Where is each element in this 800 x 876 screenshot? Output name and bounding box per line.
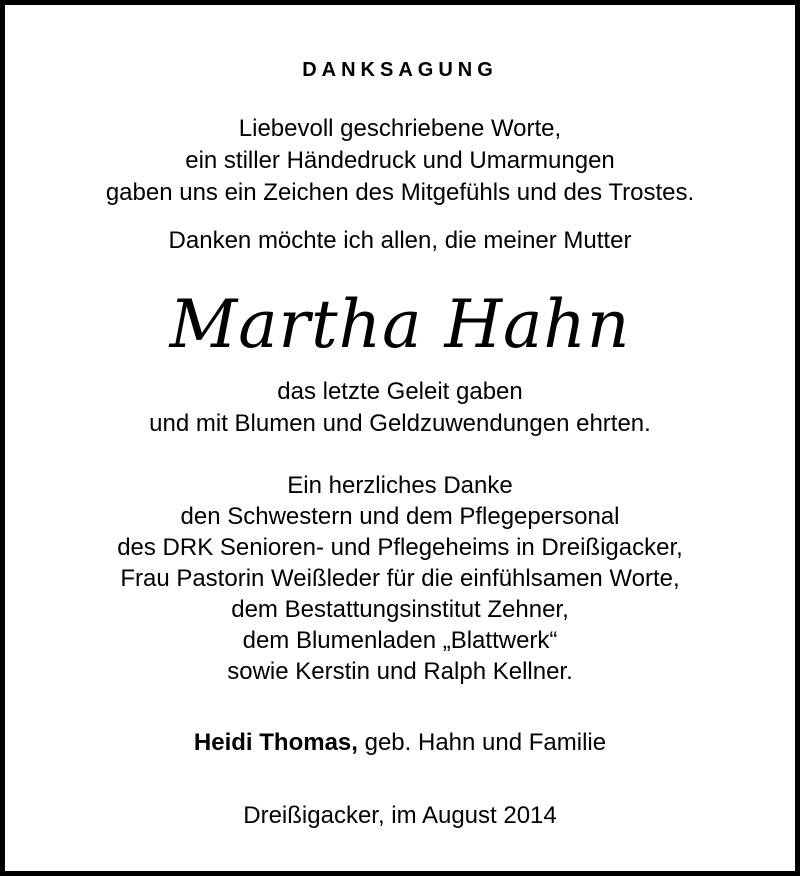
intro-line: gaben uns ein Zeichen des Mitgefühls und des Trostes. (105, 179, 695, 206)
after-name-line: und mit Blumen und Geldzuwendungen ehrten. (149, 410, 651, 437)
special-thanks-line: dem Blumenladen „Blattwerk“ (242, 627, 558, 654)
notice-title: DANKSAGUNG (302, 59, 498, 81)
special-thanks-line: Frau Pastorin Weißleder für die einfühlsamen Worte, (120, 565, 680, 592)
signature-rest: geb. Hahn und Familie (357, 729, 607, 756)
special-thanks-line: sowie Kerstin und Ralph Kellner. (227, 658, 573, 685)
special-thanks-line: des DRK Senioren- und Pflegeheims in Dreißigacker, (117, 534, 683, 561)
special-thanks-line: Ein herzliches Danke (287, 472, 513, 499)
special-thanks-line: den Schwestern und dem Pflegepersonal (180, 503, 620, 530)
signature-name: Heidi Thomas, (193, 729, 358, 756)
signature (5, 728, 795, 758)
thanks-line: Danken möchte ich allen, die meiner Mutter (168, 227, 632, 254)
place-date: Dreißigacker, im August 2014 (243, 802, 557, 829)
intro-line: Liebevoll geschriebene Worte, (238, 115, 562, 142)
deceased-name: Martha Hahn (169, 286, 631, 363)
special-thanks-line: dem Bestattungsinstitut Zehner, (231, 596, 569, 623)
after-name-line: das letzte Geleit gaben (277, 378, 523, 405)
intro-line: ein stiller Händedruck und Umarmungen (185, 147, 615, 174)
